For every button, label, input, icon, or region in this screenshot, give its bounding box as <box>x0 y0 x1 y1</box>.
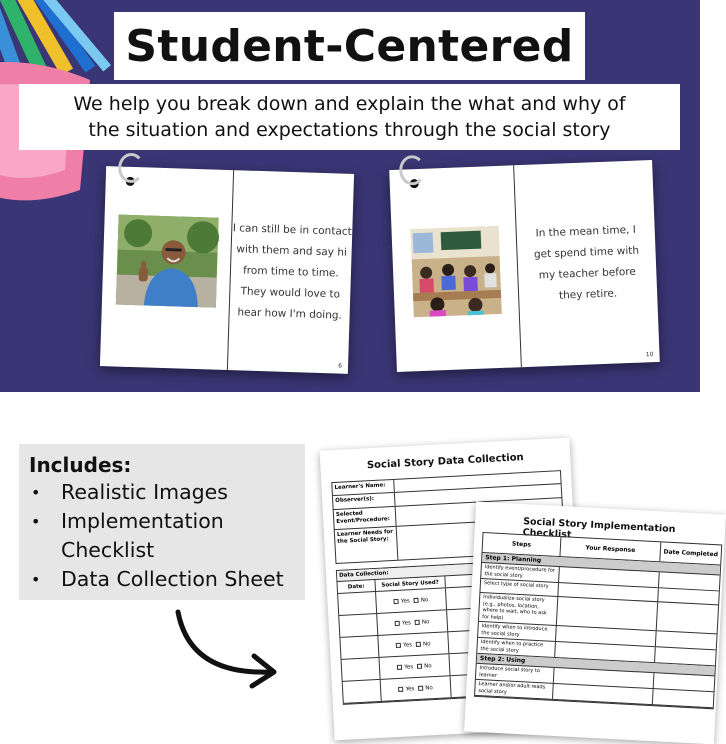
form-label: Observer(s): <box>333 493 396 509</box>
includes-heading: Includes: <box>29 453 132 477</box>
checklist-row: Identify when to introduce the social story <box>478 622 717 650</box>
page-title: Student-Centered <box>125 20 574 72</box>
col-steps: Steps <box>483 533 562 556</box>
social-story-card-6 <box>100 166 354 374</box>
card-text-pane <box>228 170 354 374</box>
photo-man-thumbs-up <box>116 215 219 308</box>
form-label: Learner's Name: <box>332 480 395 495</box>
checklist-title: Social Story Implementation Checklist <box>522 516 676 541</box>
table-row: Yes No <box>340 626 569 660</box>
card-text-line: with them and say hi <box>236 242 348 259</box>
form-label: Selected Event/Procedure: <box>334 507 397 529</box>
checklist-row: Select type of social story <box>480 579 718 605</box>
card-text-line: from time to time. <box>242 264 340 280</box>
includes-list <box>29 478 295 594</box>
curved-arrow-icon <box>160 600 300 690</box>
col-used: Social Story Used? <box>375 576 445 591</box>
card-text-line: hear how I'm doing. <box>237 305 343 322</box>
step-heading: Step 1: Planning <box>482 553 720 575</box>
card-text <box>230 218 352 327</box>
subtitle-line-1: We help you break down and explain the what and why of <box>73 93 626 115</box>
subtitle <box>73 91 625 143</box>
card-image-pane <box>100 166 234 370</box>
card-text-line: my teacher before <box>538 265 637 282</box>
form-label: Learner Needs for the Social Story: <box>335 527 399 563</box>
social-story-card-10 <box>389 160 660 372</box>
data-collection-header: Data Collection: <box>337 559 565 582</box>
col-date-completed: Date Completed <box>663 548 719 559</box>
checklist-row: Identify when to practice the social story <box>477 638 716 666</box>
photo-classroom <box>411 226 502 317</box>
subtitle-banner <box>19 84 680 150</box>
checklist-table <box>474 532 722 709</box>
table-row: Yes No <box>338 582 567 616</box>
includes-item-line: Implementation <box>61 509 224 533</box>
checklist-row: Individualize social story (e.g., photos, location, where to wait, who to ask for help) <box>479 593 718 634</box>
card-text-line: get spend time with <box>533 244 640 261</box>
subtitle-line-2: the situation and expectations through the social story <box>88 119 611 141</box>
col-date: Date: <box>337 580 376 593</box>
data-sheet-title: Social Story Data Collection <box>366 452 524 472</box>
includes-item <box>29 507 295 565</box>
card-text-pane <box>514 160 660 367</box>
card-page-number: 6 <box>338 362 343 370</box>
card-text-line: I can still be in contact <box>232 221 352 238</box>
card-text <box>533 220 641 308</box>
card-text-line: they retire. <box>558 287 618 302</box>
step-heading: Step 2: Using <box>477 654 715 676</box>
table-row: Yes No <box>343 670 572 704</box>
card-image-pane <box>389 165 522 372</box>
title-banner <box>114 12 585 80</box>
col-response: Your Response <box>560 537 661 561</box>
card-text-line: They would love to <box>240 284 341 301</box>
includes-item: • Data Collection Sheet <box>29 565 295 594</box>
includes-item: • Realistic Images <box>29 478 295 507</box>
table-row: Yes No <box>342 648 571 682</box>
card-text-line: In the mean time, I <box>535 223 637 240</box>
includes-item-line: Checklist <box>61 538 155 562</box>
checklist-row: Introduce social story to learner <box>476 664 715 692</box>
table-row: Yes No <box>339 604 568 638</box>
includes-box <box>19 444 305 600</box>
checklist-row: Identify event/procedure for the social story <box>481 563 720 591</box>
card-page-number: 10 <box>645 351 654 359</box>
checklist-row: Learner and/or adult reads social story <box>475 680 714 708</box>
implementation-checklist-sheet <box>464 502 726 744</box>
